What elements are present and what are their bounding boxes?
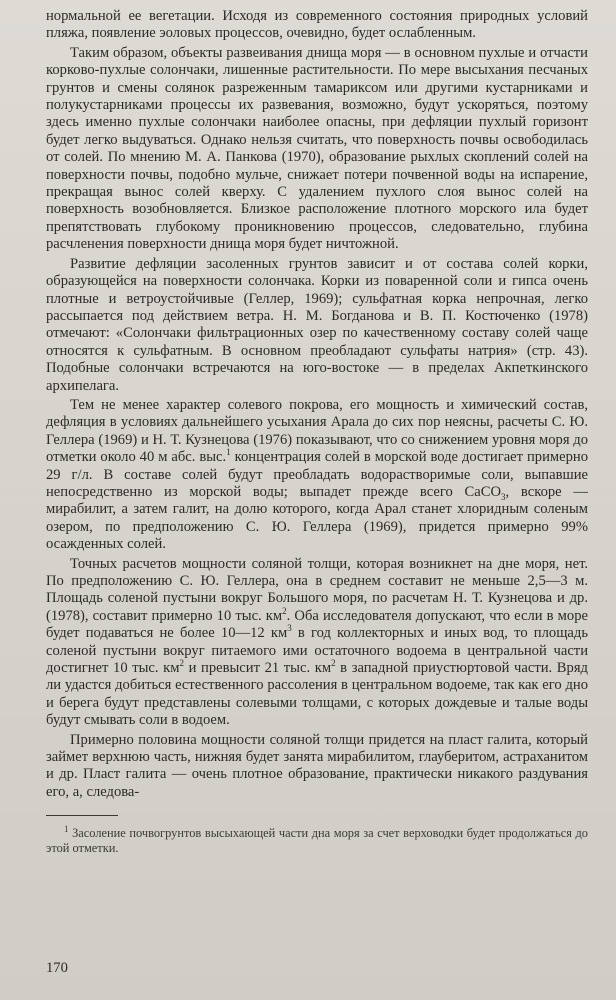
- superscript: 2: [179, 658, 184, 669]
- footnote-divider: [46, 815, 118, 816]
- footnote: [46, 826, 588, 856]
- subscript: 3: [501, 491, 506, 502]
- paragraph-salt-crust: Развитие дефляции засоленных грунтов зависит и от состава солей корки, образующейся на поверхности солончака. Корки из поваренной соли и гипса очень плотные и ветроустойчивые (Геллер, 1969); сульфатная корка непрочная, легко рассыпается под действием ветра. Н. М. Богданова и В. П. Костюченко (1978) отмечают: «Солончаки фильтрационных озер по качественному составу солей чаще относятся к сульфатным. В основном преобладают сульфаты натрия» (стр. 43). Подобные солончаки встречаются на юго-востоке — в пределах Акпеткинского архипелага.: [46, 255, 588, 394]
- paragraph-continuation: нормальной ее вегетации. Исходя из современного состояния природных условий пляжа, появление эоловых процессов, очевидно, будет ослабленным.: [46, 8, 588, 42]
- paragraph-salt-cover: [46, 397, 588, 554]
- paragraph-halite-layer: Примерно половина мощности соляной толщи придется на пласт галита, который займет верхнюю часть, нижняя будет занята мирабилитом, глауберитом, астраханитом и др. Пласт галита — очень плотное образование, практически никакого раздувания его, а, следова-: [46, 731, 588, 800]
- superscript: 2: [331, 658, 336, 669]
- main-text: [46, 8, 588, 801]
- superscript: 2: [282, 605, 287, 616]
- paragraph-deflation-objects: Таким образом, объекты развеивания днища моря — в основном пухлые и отчасти корково-пухлые солончаки, лишенные растительности. По мере высыхания песчаных грунтов и смены солянок разреженным тамариксом или другими кустарниками и полукустарниками процессы их развевания, возможно, будут ускоряться, поэтому здесь именно пухлые солончаки наиболее опасны, при дефляции пухлый горизонт будет легко выдуваться. Однако нельзя считать, что поверхность почвы освободилась от солей. По мнению М. А. Панкова (1970), образование рыхлых скоплений солей на поверхности почвы, подобно мульче, снижает потери почвенной воды на испарение, прекращая вынос солей кверху. С удалением пухлого слоя вынос солей на поверхность возобновляется. Близкое расположение плотного морского ила будет препятствовать глубокому проникновению процессов, следовательно, глубина расчленения поверхности днища моря будет ничтожной.: [46, 44, 588, 253]
- page-number: 170: [46, 960, 68, 976]
- footnote-marker: 1: [64, 824, 69, 835]
- text-run: в год коллекторных и иных вод, то площадь соленой пустыни вокруг питаемого ими остаточного водоема в центральной части достигнет 10 тыс. км: [46, 625, 588, 677]
- footnote-reference: 1: [226, 447, 231, 458]
- text-run: . Оба исследователя допускают, что если в море будет подаваться не более 10—12 км: [46, 607, 588, 642]
- superscript: 3: [287, 623, 292, 634]
- text-run: Тем не менее характер солевого покрова, его мощность и химический состав, дефляция в условиях дальнейшего усыхания Арала до сих пор неясны, расчеты С. Ю. Геллера (1969) и Н. Т. Кузнецова (1976) показывают, что со снижением уровня моря до отметки около 40 м абс. выс.: [46, 396, 588, 466]
- footnote-text: Засоление почвогрунтов высыхающей части дна моря за счет верховодки будет продолжаться до этой отметки.: [46, 826, 588, 856]
- text-run: Точных расчетов мощности соляной толщи, которая возникнет на дне моря, нет. По предположению С. Ю. Геллера, она в среднем составит не меньше 2,5—3 м. Площадь соленой пустыни вокруг Большого моря, по расчетам Н. Т. Кузнецова и др. (1978), составит примерно 10 тыс. км: [46, 555, 588, 624]
- text-run: в западной приустюртовой части. Вряд ли удастся добиться естественного рассоления в центральном водоеме, так как его дно и берега будут представлены солевыми толщами, с которых дождевые и талые воды будут смывать соли в водоем.: [46, 660, 588, 729]
- text-run: и превысит 21 тыс. км: [183, 660, 332, 677]
- text-run: , вскоре — мирабилит, а затем галит, на долю которого, когда Арал станет хлоридным соленым озером, по предположению С. Ю. Геллера (1969), придется примерно 99% осажденных солей.: [46, 483, 588, 553]
- text-run: концентрация солей в морской воде достигает примерно 29 г/л. В составе солей будут преобладать водорастворимые соли, выпавшие непосредственно из морской воды; выпадет прежде всего CaCO: [46, 449, 588, 500]
- paragraph-salt-thickness: [46, 556, 588, 730]
